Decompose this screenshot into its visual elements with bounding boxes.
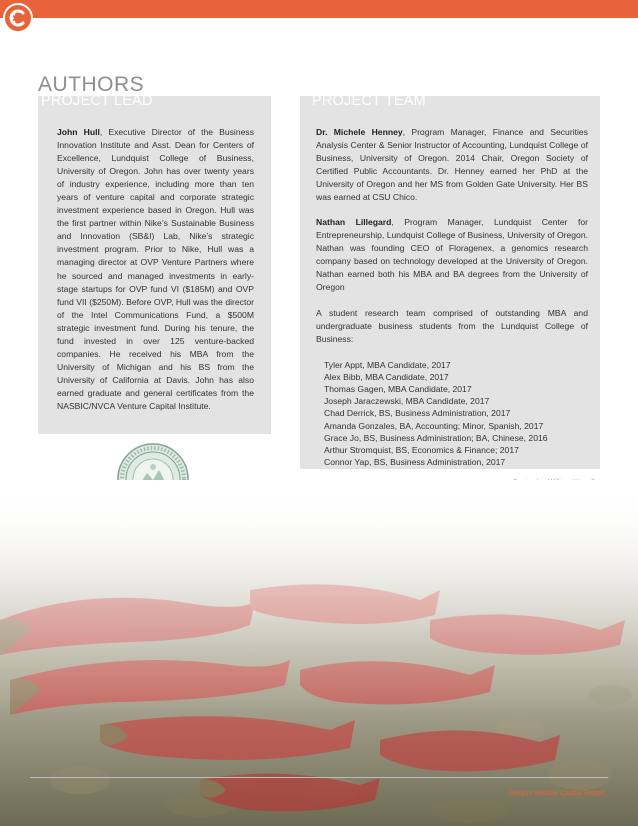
lead-bio-text: , Executive Director of the Business Innovation Institute and Asst. Dean for Centers of Excellence, Lundquist College of Business, University of Oregon. John has over twenty years of industry experience, including more than ten years of venture capital and corporate strategic investment experience based in Oregon. Hull was the first partner within Nike’s Sustainable Business and Innovation (SB&I) Lab, Nike’s strategic investment program. Prior to Nike, Hull was a managing director at OVP Venture Partners where he sourced and managed investments in early-stage startups for OVP fund VI ($185M) and OVP fund VII ($250M). Before OVP, Hull was the director of the Intel Communications Fund, a $500M strategic investment fund. During his tenure, the fund invested in over 125 venture-backed companies. He received his MBA from the University of Michigan and his BS from the University of California at Davis. John has also earned graduate and general certificates from the NASBIC/NVCA Venture Capital Institute.: [57, 127, 254, 411]
project-lead-heading: PROJECT LEAD: [41, 93, 153, 109]
student-list: [316, 359, 588, 469]
list-item: Arthur Stromquist, BS, Economics & Finance; 2017: [324, 445, 519, 456]
list-item: Tyler Appt, MBA Candidate, 2017: [324, 359, 451, 370]
list-item: Alex Bibb, MBA Candidate, 2017: [324, 371, 449, 382]
salmon-photo: [0, 480, 638, 826]
lead-bio: [57, 126, 254, 413]
member-name: Dr. Michele Henney: [316, 127, 403, 137]
footer-text: Oregon Venture Capital Report: [508, 790, 605, 797]
member-bio-text: , Program Manager, Lundquist Center for Entrepreneurship, Lundquist College of Business, University of Oregon. Nathan was founding CEO of Floragenex, a genomics research company based on technology developed at the University of Oregon. Nathan earned both his MBA and BA degrees from the University of Oregon: [316, 217, 588, 292]
project-lead-panel: [38, 93, 271, 434]
team-text: [316, 126, 588, 468]
member-bio-text: , Program Manager, Finance and Securities Analysis Center & Senior Instructor of Accounting, Lundquist College of Business, University of Oregon. 2014 Chair, Oregon Society of Certified Public Accountants. Dr. Henney earned her PhD at the University of Oregon and her MS from Golden Gate University. Her BS was earned at CSU Chico.: [316, 127, 588, 202]
list-item: Joseph Jaraczewski, MBA Candidate, 2017: [324, 396, 490, 407]
list-item: Chad Derrick, BS, Business Administration, 2017: [324, 408, 511, 419]
students-intro: A student research team comprised of outstanding MBA and undergraduate business students from the Lundquist College of Business:: [316, 307, 588, 344]
member-bio: [316, 126, 588, 203]
lead-name: John Hull: [57, 127, 100, 137]
member-name: Nathan Lillegard: [316, 217, 392, 228]
footer-rule: [30, 777, 608, 778]
list-item: Thomas Gagen, MBA Candidate, 2017: [324, 384, 472, 394]
member-bio: [316, 216, 588, 293]
top-accent-bar: [0, 0, 638, 18]
list-item: Grace Jo, BS, Business Administration; BA, Chinese, 2016: [324, 432, 548, 443]
list-item: Connor Yap, BS, Business Administration, 2017: [324, 457, 506, 468]
section-title: AUTHORS: [38, 73, 145, 96]
project-team-heading: PROJECT TEAM: [312, 93, 426, 109]
project-team-panel: [300, 93, 600, 469]
brand-logo-icon: [3, 3, 33, 33]
list-item: Amanda Gonzales, BA, Accounting; Minor, Spanish, 2017: [324, 420, 544, 431]
